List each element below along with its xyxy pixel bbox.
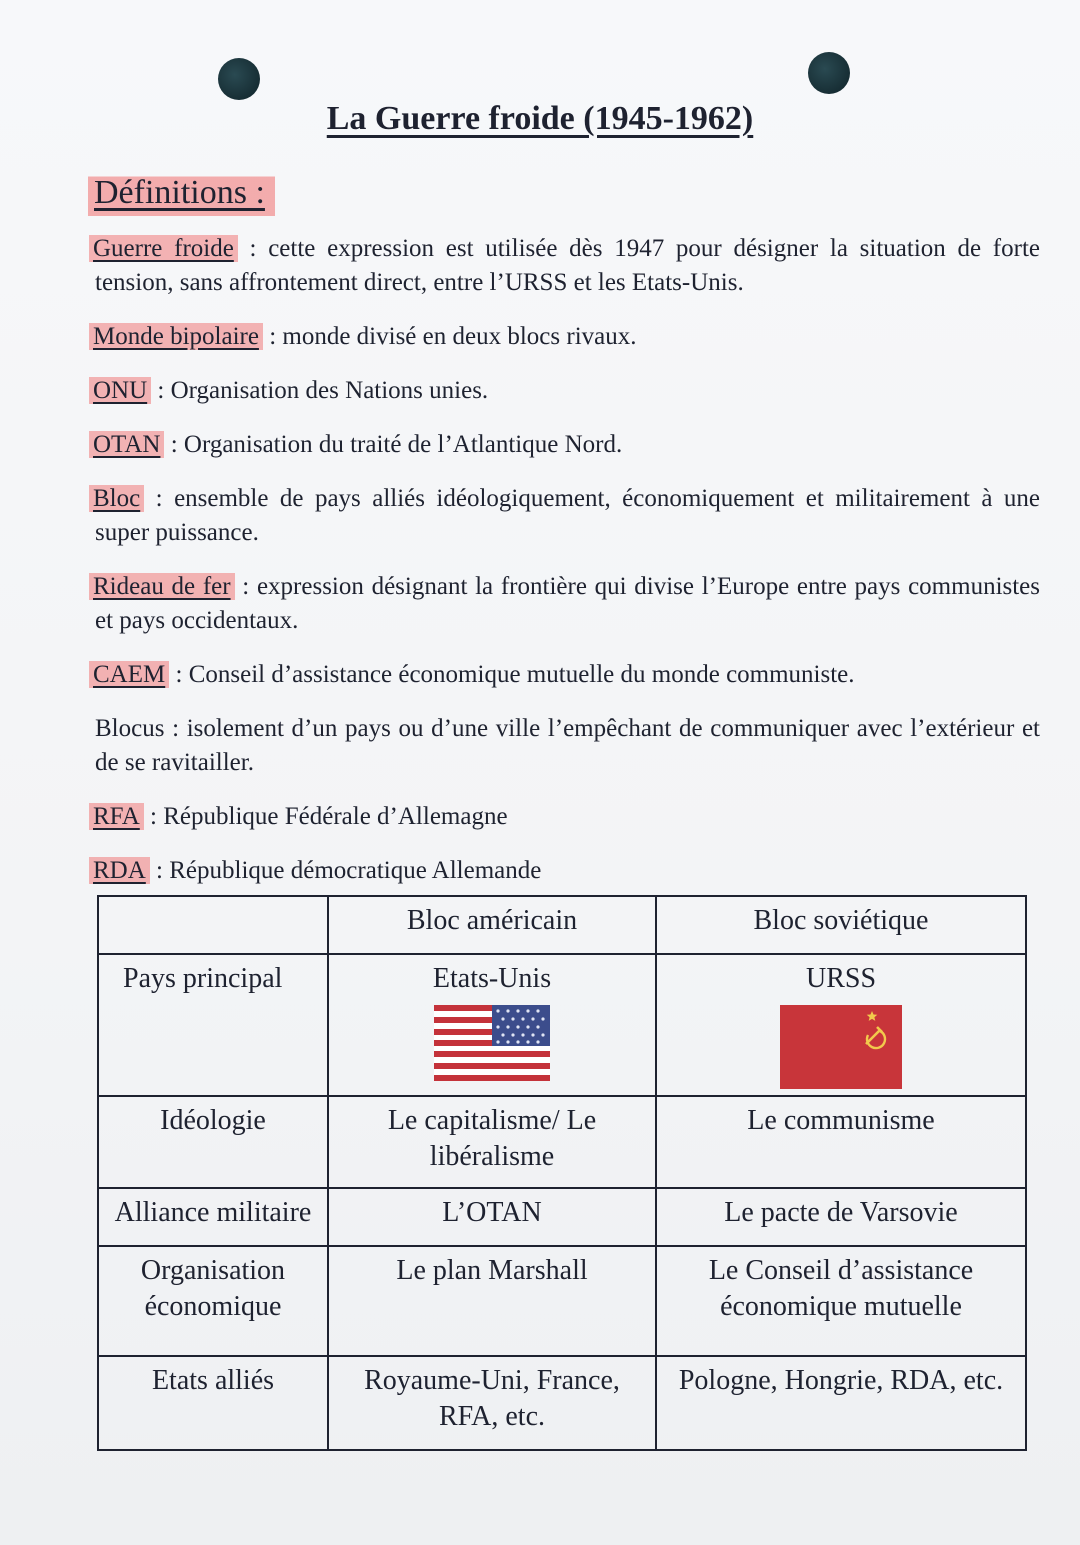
- definition-text: Conseil d’assistance économique mutuelle du monde communiste.: [188, 661, 855, 688]
- table-cell-ussr: Pologne, Hongrie, RDA, etc.: [656, 1356, 1026, 1450]
- definition-item: Rideau de fer : expression désignant la frontière qui divise l’Europe entre pays communistes et pays occidentaux.: [95, 570, 1040, 638]
- table-cell-ussr: Le Conseil d’assistance économique mutuelle: [656, 1246, 1026, 1356]
- definition-item: OTAN : Organisation du traité de l’Atlantique Nord.: [95, 428, 1040, 462]
- definition-item: CAEM : Conseil d’assistance économique mutuelle du monde communiste.: [95, 658, 1040, 692]
- definition-text: République Fédérale d’Allemagne: [163, 803, 508, 830]
- definition-term: Blocus: [95, 715, 165, 742]
- comparison-table: [97, 895, 1027, 1451]
- cell-text: URSS: [805, 963, 877, 994]
- table-cell-ussr: Le pacte de Varsovie: [656, 1188, 1026, 1246]
- definition-text: ensemble de pays alliés idéologiquement, économiquement et militairement à une super puissance.: [95, 485, 1040, 546]
- definition-text: cette expression est utilisée dès 1947 pour désigner la situation de forte tension, sans affrontement direct, entre l’URSS et les Etats-Unis.: [95, 235, 1040, 296]
- us-flag-icon: [434, 1005, 550, 1081]
- table-cell-us: Le plan Marshall: [328, 1246, 656, 1356]
- definition-term: Guerre froide: [89, 235, 238, 262]
- table-header-row: [98, 896, 1026, 954]
- table-header-cell: Bloc américain: [328, 896, 656, 954]
- flag-canton: [492, 1005, 550, 1046]
- table-row: [98, 1096, 1026, 1188]
- definition-text: isolement d’un pays ou d’une ville l’empêchant de communiquer avec l’extérieur et de se ravitailler.: [95, 715, 1040, 776]
- definition-term: OTAN: [89, 431, 164, 458]
- definition-term: RDA: [89, 857, 150, 884]
- table-row: [98, 1188, 1026, 1246]
- definition-text: Organisation des Nations unies.: [170, 377, 489, 404]
- definition-item: ONU : Organisation des Nations unies.: [95, 374, 1040, 408]
- table-cell-ussr: Le communisme: [656, 1096, 1026, 1188]
- definition-term: CAEM: [89, 661, 169, 688]
- punch-hole-icon: [808, 52, 850, 94]
- definition-term: Bloc: [89, 485, 144, 512]
- table-header-cell: [98, 896, 328, 954]
- table-row: [98, 1246, 1026, 1356]
- page-title: La Guerre froide (1945-1962): [326, 100, 754, 137]
- section-heading: Définitions :: [88, 172, 275, 216]
- row-label: Pays principal: [98, 954, 328, 1096]
- cell-text: Etats-Unis: [432, 963, 552, 994]
- punch-hole-icon: [218, 58, 260, 100]
- definition-item: Guerre froide : cette expression est utilisée dès 1947 pour désigner la situation de forte tension, sans affrontement direct, entre l’URSS et les Etats-Unis.: [95, 232, 1040, 300]
- definition-item: Blocus : isolement d’un pays ou d’une ville l’empêchant de communiquer avec l’extérieur et de se ravitailler.: [95, 715, 1040, 776]
- flag-field: [780, 1005, 902, 1089]
- table-row: [98, 1356, 1026, 1450]
- row-label: Organisation économique: [98, 1246, 328, 1356]
- definition-item: Bloc : ensemble de pays alliés idéologiquement, économiquement et militairement à une super puissance.: [95, 482, 1040, 550]
- table-cell-ussr: [656, 954, 1026, 1096]
- definition-text: Organisation du traité de l’Atlantique Nord.: [183, 431, 623, 458]
- table-header-cell: Bloc soviétique: [656, 896, 1026, 954]
- definition-text: République démocratique Allemande: [169, 857, 542, 884]
- definition-text: monde divisé en deux blocs rivaux.: [282, 323, 637, 350]
- row-label: Idéologie: [98, 1096, 328, 1188]
- definition-text: expression désignant la frontière qui divise l’Europe entre pays communistes et pays occidentaux.: [95, 573, 1041, 634]
- table-row: [98, 954, 1026, 1096]
- definition-item: RFA : République Fédérale d’Allemagne: [95, 800, 1040, 834]
- definition-item: RDA : République démocratique Allemande: [95, 854, 1040, 888]
- table-cell-us: Le capitalisme/ Le libéralisme: [328, 1096, 656, 1188]
- definition-term: RFA: [89, 803, 144, 830]
- definitions-list: [95, 232, 1040, 908]
- table-cell-us: Royaume-Uni, France, RFA, etc.: [328, 1356, 656, 1450]
- definition-term: Rideau de fer: [89, 573, 235, 600]
- table-cell-us: L’OTAN: [328, 1188, 656, 1246]
- row-label: Etats alliés: [98, 1356, 328, 1450]
- row-label: Alliance militaire: [98, 1188, 328, 1246]
- definition-term: ONU: [89, 377, 151, 404]
- definition-item: Monde bipolaire : monde divisé en deux blocs rivaux.: [95, 320, 1040, 354]
- table-cell-us: [328, 954, 656, 1096]
- definition-term: Monde bipolaire: [89, 323, 263, 350]
- ussr-flag-icon: [780, 1005, 902, 1089]
